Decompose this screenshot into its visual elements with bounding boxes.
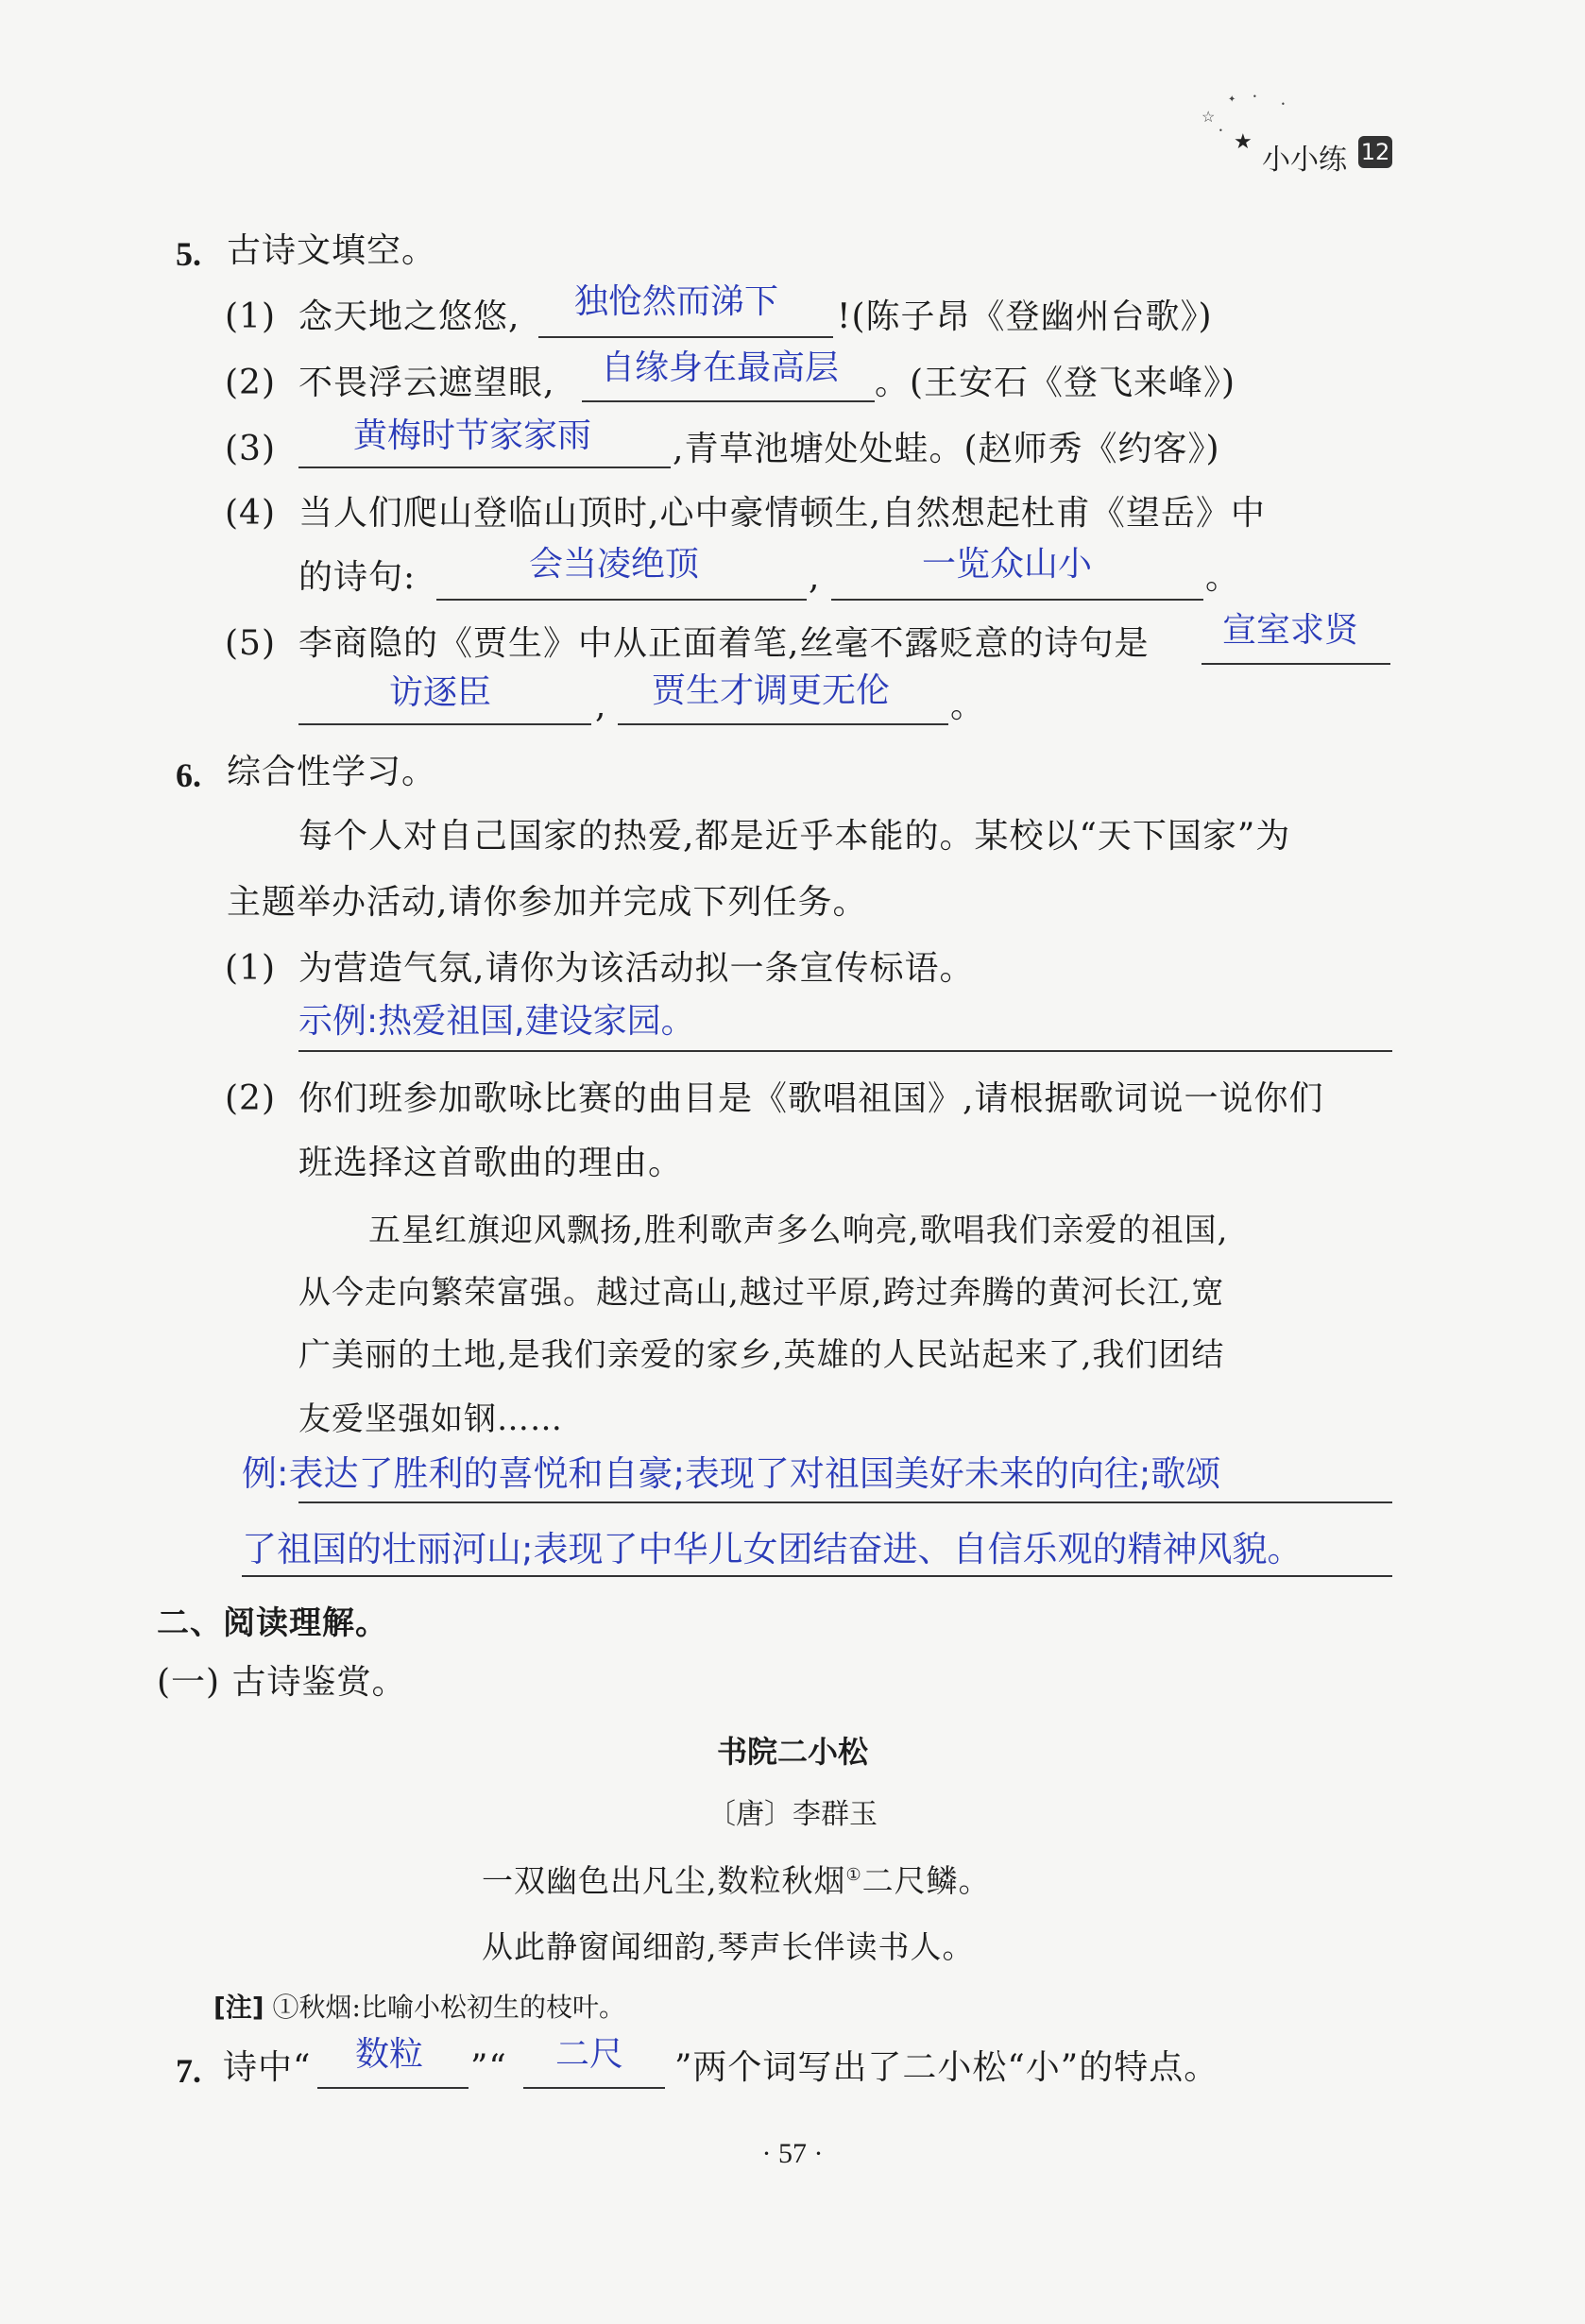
note-text: ①秋烟:比喻小松初生的枝叶。 [272, 1992, 625, 2023]
q6-number: 6. [176, 756, 201, 794]
q6-2-answer-line2: 了祖国的壮丽河山;表现了中华儿女团结奋进、自信乐观的精神风貌。 [242, 1529, 1303, 1569]
q5-4-end: 。 [1205, 558, 1241, 597]
poem-line-1 [482, 1857, 991, 1901]
q5-1-index: (1) [225, 297, 276, 336]
q5-5-blank-2 [618, 723, 948, 725]
section-two-title: 二、阅读理解。 [157, 1604, 388, 1642]
q7-blank-1 [317, 2087, 469, 2089]
q5-number: 5. [176, 235, 201, 273]
q5-5-index: (5) [225, 624, 276, 663]
q6-2-answer-line1: 例:表达了胜利的喜悦和自豪;表现了对祖国美好未来的向往;歌颂 [242, 1453, 1221, 1494]
lyric-line: 五星红旗迎风飘扬,胜利歌声多么响亮,歌唱我们亲爱的祖国, [368, 1212, 1229, 1249]
q5-1-prompt: 念天地之悠悠, [298, 297, 520, 336]
q7-mid: ”“ [470, 2048, 507, 2087]
q6-2-blank-1 [298, 1501, 1392, 1503]
q5-3-source: ,青草池塘处处蛙。(赵师秀《约客》) [673, 430, 1220, 468]
q5-1-blank [538, 336, 833, 338]
page-number: · 57 · [761, 2138, 824, 2169]
q7-answer-1: 数粒 [355, 2035, 424, 2074]
q5-1-source: !(陈子昂《登幽州台歌》) [837, 297, 1213, 336]
poem-line-1-text: 一双幽色出凡尘,数粒秋烟 [482, 1862, 846, 1899]
q5-4-blank-2 [831, 599, 1203, 601]
q7-number: 7. [176, 2052, 201, 2090]
q6-intro-line1: 每个人对自己国家的热爱,都是近乎本能的。某校以“天下国家”为 [298, 817, 1291, 856]
q5-4-blank-1 [436, 599, 807, 601]
q6-2-text-line1: 你们班参加歌咏比赛的曲目是《歌唱祖国》,请根据歌词说一说你们 [298, 1079, 1324, 1118]
q6-2-blank-2 [242, 1575, 1392, 1577]
q5-3-blank [298, 466, 671, 468]
star-icon: ★ [1234, 130, 1253, 154]
footnote-marker: ① [845, 1865, 862, 1885]
q5-3-answer: 黄梅时节家家雨 [353, 416, 592, 455]
q5-2-blank [582, 400, 875, 402]
q7-blank-2 [523, 2087, 665, 2089]
q7-answer-2: 二尺 [555, 2035, 624, 2074]
star-icon: • [1219, 127, 1223, 135]
q5-2-answer: 自缘身在最高层 [601, 348, 840, 387]
q5-4-answer-2: 一览众山小 [922, 545, 1093, 584]
q6-2-index: (2) [225, 1079, 276, 1118]
lyric-line: 从今走向繁荣富强。越过高山,越过平原,跨过奔腾的黄河长江,宽 [298, 1274, 1225, 1312]
q6-title: 综合性学习。 [227, 753, 437, 791]
q5-2-index: (2) [225, 364, 276, 402]
q6-intro-line2: 主题举办活动,请你参加并完成下列任务。 [227, 883, 868, 922]
q5-2-prompt: 不畏浮云遮望眼, [298, 364, 555, 402]
poem-line-2: 从此静窗闻细韵,琴声长伴读书人。 [482, 1928, 975, 1965]
q5-5-answer-1a: 宣室求贤 [1222, 611, 1359, 650]
star-icon: ☆ [1202, 108, 1216, 126]
star-icon: • [1281, 100, 1286, 109]
star-icon: • [1253, 93, 1257, 101]
section-two-subtitle: (一) 古诗鉴赏。 [157, 1663, 407, 1702]
q6-2-text-line2: 班选择这首歌曲的理由。 [298, 1144, 684, 1182]
q5-1-answer: 独怆然而涕下 [574, 282, 779, 321]
q6-1-blank [298, 1050, 1392, 1052]
header-badge: 12 [1358, 136, 1392, 168]
q6-1-index: (1) [225, 949, 276, 988]
star-icon: ✦ [1228, 94, 1236, 105]
q5-4-lead: 的诗句: [298, 558, 417, 597]
q6-1-text: 为营造气氛,请你为该活动拟一条宣传标语。 [298, 949, 975, 988]
header-label: 小小练 [1262, 144, 1347, 177]
q5-3-index: (3) [225, 430, 276, 468]
q5-5-blank-1a [1202, 663, 1390, 665]
poem-note [213, 1987, 625, 2025]
q5-5-answer-2: 贾生才调更无伦 [652, 671, 891, 710]
lyric-line: 广美丽的土地,是我们亲爱的家乡,英雄的人民站起来了,我们团结 [298, 1336, 1225, 1374]
note-label: [注] [213, 1992, 264, 2023]
q5-title: 古诗文填空。 [227, 231, 437, 270]
poem-author: 〔唐〕李群玉 [707, 1798, 878, 1831]
q5-5-prompt: 李商隐的《贾生》中从正面着笔,丝毫不露贬意的诗句是 [298, 624, 1150, 663]
q5-4-index: (4) [225, 494, 276, 533]
q5-5-end: 。 [950, 687, 986, 725]
q5-5-answer-1b: 访逐臣 [389, 673, 492, 712]
q5-4-sep: , [809, 558, 821, 597]
poem-line-1-end: 二尺鳞。 [861, 1862, 991, 1899]
q5-4-answer-1: 会当凌绝顶 [529, 545, 700, 584]
q5-2-source: 。(王安石《登飞来峰》) [875, 364, 1236, 402]
poem-title: 书院二小松 [716, 1734, 868, 1770]
lyric-line: 友爱坚强如钢…… [298, 1400, 563, 1438]
q6-1-answer: 示例:热爱祖国,建设家园。 [298, 1002, 695, 1041]
q5-5-sep: , [595, 687, 607, 725]
q5-4-prompt: 当人们爬山登临山顶时,心中豪情顿生,自然想起杜甫《望岳》中 [298, 494, 1266, 533]
q7-after: ”两个词写出了二小松“小”的特点。 [674, 2048, 1219, 2087]
q7-before: 诗中“ [223, 2048, 312, 2087]
q5-5-blank-1b [298, 723, 591, 725]
